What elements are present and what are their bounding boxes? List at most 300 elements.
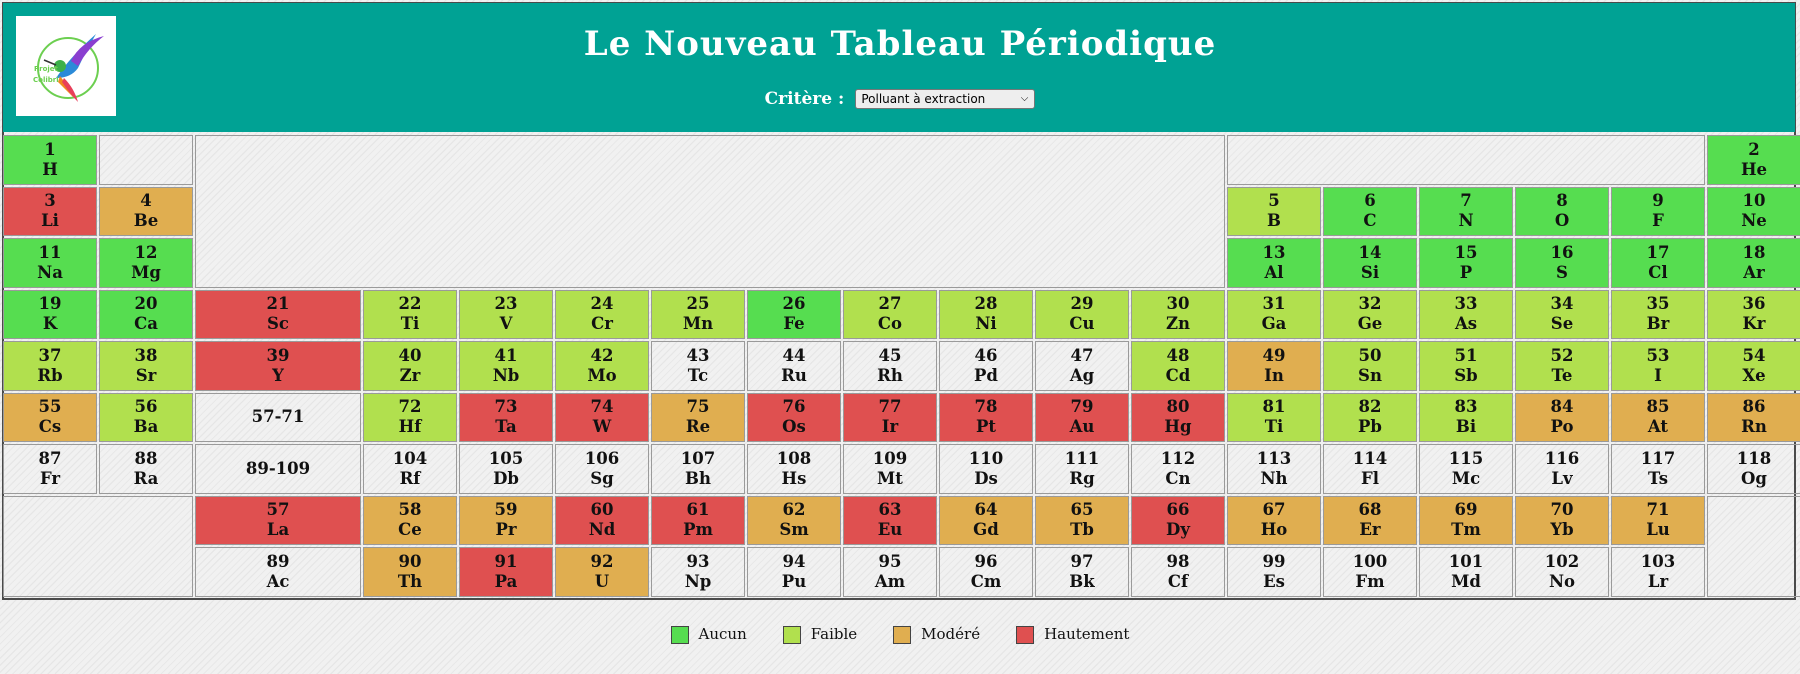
element-number: 106 xyxy=(584,448,620,468)
element-number: 6 xyxy=(1364,191,1376,211)
element-number: 110 xyxy=(968,448,1004,468)
element-symbol: Ir xyxy=(881,417,899,437)
element-symbol: Ts xyxy=(1647,468,1669,488)
element-number: 5 xyxy=(1268,191,1280,211)
element-symbol: Er xyxy=(1359,520,1381,540)
criterion-select[interactable] xyxy=(855,89,1035,109)
element-symbol: Na xyxy=(37,262,63,282)
element-symbol: Li xyxy=(41,211,59,231)
element-symbol: Nd xyxy=(588,520,616,540)
element-symbol: Mt xyxy=(877,468,903,488)
element-number: 75 xyxy=(686,397,710,417)
element-symbol: Nh xyxy=(1260,468,1288,488)
element-symbol: Br xyxy=(1646,314,1670,334)
element-symbol: Cs xyxy=(38,417,62,437)
element-symbol: Bh xyxy=(685,468,711,488)
element-cell[interactable] xyxy=(459,496,553,546)
element-number: 118 xyxy=(1736,448,1772,468)
element-symbol: Y xyxy=(272,365,284,385)
element-cell[interactable] xyxy=(555,290,649,340)
element-symbol: Rf xyxy=(399,468,421,488)
legend-item xyxy=(783,625,857,644)
element-cell[interactable] xyxy=(747,393,841,443)
element-symbol: Hs xyxy=(781,468,807,488)
element-symbol: Md xyxy=(1451,571,1481,591)
element-cell[interactable] xyxy=(1131,393,1225,443)
element-cell[interactable] xyxy=(651,341,745,391)
element-number: 4 xyxy=(140,191,152,211)
element-symbol: Hf xyxy=(398,417,422,437)
element-cell[interactable] xyxy=(1611,444,1705,494)
element-cell[interactable] xyxy=(3,238,97,288)
element-cell[interactable] xyxy=(3,341,97,391)
element-symbol: Sr xyxy=(135,365,157,385)
element-number: 40 xyxy=(398,345,422,365)
chevron-down-icon: ⌵ xyxy=(1020,92,1029,104)
element-cell[interactable] xyxy=(99,187,193,237)
element-cell[interactable] xyxy=(651,290,745,340)
element-number: 108 xyxy=(776,448,812,468)
element-symbol: W xyxy=(592,417,612,437)
element-cell[interactable] xyxy=(1515,290,1609,340)
element-symbol: Zr xyxy=(399,365,421,385)
element-cell[interactable] xyxy=(843,496,937,546)
element-cell[interactable] xyxy=(1323,341,1417,391)
element-cell[interactable] xyxy=(555,496,649,546)
element-cell[interactable] xyxy=(195,547,361,597)
element-cell[interactable] xyxy=(459,547,553,597)
element-cell[interactable] xyxy=(1707,290,1800,340)
element-cell[interactable] xyxy=(939,547,1033,597)
empty-cell xyxy=(99,135,193,185)
element-number: 83 xyxy=(1454,397,1478,417)
element-symbol: Ru xyxy=(781,365,807,385)
element-symbol: Np xyxy=(684,571,712,591)
legend-swatch xyxy=(671,626,689,644)
element-number: 46 xyxy=(974,345,998,365)
element-cell[interactable] xyxy=(459,444,553,494)
element-cell[interactable] xyxy=(939,341,1033,391)
element-number: 90 xyxy=(398,551,422,571)
legend xyxy=(0,624,1800,644)
element-cell[interactable] xyxy=(1419,290,1513,340)
element-cell[interactable] xyxy=(1227,393,1321,443)
element-number: 25 xyxy=(686,294,710,314)
element-cell[interactable] xyxy=(1323,547,1417,597)
element-cell[interactable] xyxy=(555,444,649,494)
element-symbol: O xyxy=(1554,211,1570,231)
element-number: 23 xyxy=(494,294,518,314)
element-cell[interactable] xyxy=(1131,444,1225,494)
element-symbol: Gd xyxy=(973,520,999,540)
element-symbol: Pt xyxy=(975,417,997,437)
element-number: 115 xyxy=(1448,448,1484,468)
element-cell[interactable] xyxy=(99,341,193,391)
element-number: 50 xyxy=(1358,345,1382,365)
element-number: 48 xyxy=(1166,345,1190,365)
element-cell[interactable] xyxy=(1419,238,1513,288)
element-cell[interactable] xyxy=(1323,496,1417,546)
element-cell[interactable] xyxy=(1515,187,1609,237)
element-symbol: Bk xyxy=(1069,571,1095,591)
periodic-table xyxy=(2,134,1798,599)
element-symbol: Mc xyxy=(1451,468,1481,488)
element-cell[interactable] xyxy=(1227,290,1321,340)
element-number: 13 xyxy=(1262,242,1286,262)
element-number: 28 xyxy=(974,294,998,314)
element-symbol: Sb xyxy=(1454,365,1478,385)
element-number: 96 xyxy=(974,551,998,571)
element-cell[interactable] xyxy=(651,444,745,494)
element-cell[interactable] xyxy=(939,496,1033,546)
element-cell[interactable] xyxy=(363,444,457,494)
element-cell[interactable] xyxy=(747,547,841,597)
element-cell[interactable] xyxy=(843,341,937,391)
element-cell[interactable] xyxy=(1419,547,1513,597)
element-cell[interactable] xyxy=(363,496,457,546)
element-cell[interactable] xyxy=(1515,393,1609,443)
element-symbol: Te xyxy=(1551,365,1573,385)
element-number: 80 xyxy=(1166,397,1190,417)
element-symbol: Dy xyxy=(1166,520,1190,540)
element-number: 100 xyxy=(1352,551,1388,571)
element-number: 42 xyxy=(590,345,614,365)
element-cell[interactable] xyxy=(747,496,841,546)
element-number: 43 xyxy=(686,345,710,365)
element-cell[interactable] xyxy=(1131,341,1225,391)
empty-region xyxy=(195,135,1225,288)
element-number: 61 xyxy=(686,500,710,520)
element-symbol: Pa xyxy=(494,571,518,591)
element-symbol: Mo xyxy=(587,365,617,385)
element-cell[interactable] xyxy=(939,444,1033,494)
element-cell[interactable] xyxy=(1035,341,1129,391)
element-cell[interactable] xyxy=(1707,238,1800,288)
element-cell[interactable] xyxy=(1707,393,1800,443)
element-cell[interactable] xyxy=(1227,547,1321,597)
element-number: 86 xyxy=(1742,397,1766,417)
element-cell[interactable] xyxy=(1131,496,1225,546)
element-number: 35 xyxy=(1646,294,1670,314)
element-cell[interactable] xyxy=(1227,187,1321,237)
element-symbol: Fl xyxy=(1361,468,1379,488)
element-symbol: Es xyxy=(1263,571,1285,591)
element-symbol: Re xyxy=(685,417,711,437)
element-number: 57-71 xyxy=(251,407,305,427)
element-number: 53 xyxy=(1646,345,1670,365)
element-cell[interactable] xyxy=(3,135,97,185)
element-cell[interactable] xyxy=(363,547,457,597)
element-cell[interactable] xyxy=(1611,187,1705,237)
element-cell[interactable] xyxy=(1707,444,1800,494)
element-number: 26 xyxy=(782,294,806,314)
element-symbol: S xyxy=(1556,262,1568,282)
element-cell[interactable] xyxy=(1707,135,1800,185)
element-number: 84 xyxy=(1550,397,1574,417)
legend-label: Hautement xyxy=(1044,624,1130,643)
element-cell[interactable] xyxy=(1227,341,1321,391)
element-cell[interactable] xyxy=(1611,238,1705,288)
element-cell[interactable] xyxy=(843,547,937,597)
element-symbol: Os xyxy=(782,417,806,437)
element-symbol: Hg xyxy=(1164,417,1192,437)
element-cell[interactable] xyxy=(459,290,553,340)
element-cell[interactable] xyxy=(1227,496,1321,546)
element-number: 95 xyxy=(878,551,902,571)
element-symbol: Ag xyxy=(1069,365,1095,385)
element-symbol: Lu xyxy=(1646,520,1670,540)
element-cell[interactable] xyxy=(1419,496,1513,546)
element-cell[interactable] xyxy=(1419,444,1513,494)
element-symbol: As xyxy=(1454,314,1478,334)
element-number: 39 xyxy=(266,345,290,365)
legend-item xyxy=(893,625,980,644)
element-symbol: Cd xyxy=(1165,365,1191,385)
element-cell[interactable] xyxy=(1035,496,1129,546)
element-symbol: K xyxy=(42,314,58,334)
element-symbol: Ce xyxy=(398,520,422,540)
element-number: 104 xyxy=(392,448,428,468)
element-cell[interactable] xyxy=(555,341,649,391)
element-cell[interactable] xyxy=(459,341,553,391)
element-number: 89 xyxy=(266,551,290,571)
element-number: 107 xyxy=(680,448,716,468)
element-cell[interactable] xyxy=(195,341,361,391)
element-symbol: Tb xyxy=(1070,520,1094,540)
element-number: 21 xyxy=(266,294,290,314)
element-cell[interactable] xyxy=(1515,496,1609,546)
element-number: 113 xyxy=(1256,448,1292,468)
element-cell[interactable] xyxy=(1611,547,1705,597)
element-cell[interactable] xyxy=(1227,238,1321,288)
element-symbol: Rb xyxy=(37,365,63,385)
element-number: 9 xyxy=(1652,191,1664,211)
element-number: 20 xyxy=(134,294,158,314)
element-cell[interactable] xyxy=(1515,341,1609,391)
empty-region xyxy=(3,496,193,597)
element-symbol: Sg xyxy=(590,468,614,488)
element-number: 11 xyxy=(38,242,62,262)
element-cell[interactable] xyxy=(99,290,193,340)
element-cell[interactable] xyxy=(1131,290,1225,340)
element-cell[interactable] xyxy=(747,341,841,391)
element-symbol: Ge xyxy=(1357,314,1383,334)
element-number: 18 xyxy=(1742,242,1766,262)
element-symbol: Rh xyxy=(877,365,903,385)
element-cell[interactable] xyxy=(3,187,97,237)
element-symbol: Eu xyxy=(877,520,903,540)
element-symbol: Ti xyxy=(1264,417,1284,437)
element-symbol: Am xyxy=(874,571,906,591)
element-cell[interactable] xyxy=(939,393,1033,443)
element-number: 73 xyxy=(494,397,518,417)
element-cell[interactable] xyxy=(3,290,97,340)
element-cell[interactable] xyxy=(1035,393,1129,443)
element-number: 87 xyxy=(38,448,62,468)
element-symbol: Ba xyxy=(133,417,159,437)
element-symbol: Bi xyxy=(1455,417,1477,437)
element-number: 22 xyxy=(398,294,422,314)
element-symbol: No xyxy=(1548,571,1576,591)
element-cell[interactable] xyxy=(1323,290,1417,340)
element-cell[interactable] xyxy=(195,393,361,443)
element-cell[interactable] xyxy=(1611,496,1705,546)
element-number: 36 xyxy=(1742,294,1766,314)
element-symbol: Th xyxy=(397,571,423,591)
element-number: 77 xyxy=(878,397,902,417)
element-cell[interactable] xyxy=(843,290,937,340)
element-symbol: Co xyxy=(877,314,903,334)
element-cell[interactable] xyxy=(195,290,361,340)
criterion-row xyxy=(0,88,1800,109)
element-number: 32 xyxy=(1358,294,1382,314)
element-symbol: F xyxy=(1652,211,1664,231)
element-cell[interactable] xyxy=(1035,547,1129,597)
element-cell[interactable] xyxy=(843,444,937,494)
element-number: 114 xyxy=(1352,448,1388,468)
element-number: 93 xyxy=(686,551,710,571)
element-cell[interactable] xyxy=(651,547,745,597)
element-number: 47 xyxy=(1070,345,1094,365)
element-cell[interactable] xyxy=(1611,290,1705,340)
element-number: 82 xyxy=(1358,397,1382,417)
element-number: 78 xyxy=(974,397,998,417)
element-number: 111 xyxy=(1064,448,1100,468)
element-cell[interactable] xyxy=(651,393,745,443)
element-symbol: Mg xyxy=(131,262,161,282)
element-cell[interactable] xyxy=(99,393,193,443)
element-symbol: Pd xyxy=(974,365,998,385)
element-cell[interactable] xyxy=(3,444,97,494)
element-number: 62 xyxy=(782,500,806,520)
element-cell[interactable] xyxy=(747,444,841,494)
element-number: 49 xyxy=(1262,345,1286,365)
element-number: 55 xyxy=(38,397,62,417)
element-cell[interactable] xyxy=(1515,547,1609,597)
element-number: 74 xyxy=(590,397,614,417)
element-cell[interactable] xyxy=(1419,341,1513,391)
element-cell[interactable] xyxy=(363,290,457,340)
element-number: 103 xyxy=(1640,551,1676,571)
element-cell[interactable] xyxy=(99,444,193,494)
element-symbol: Ar xyxy=(1743,262,1765,282)
element-symbol: Fm xyxy=(1355,571,1385,591)
element-number: 89-109 xyxy=(245,458,311,478)
element-cell[interactable] xyxy=(651,496,745,546)
element-cell[interactable] xyxy=(195,444,361,494)
legend-item xyxy=(671,625,747,644)
element-cell[interactable] xyxy=(99,238,193,288)
element-number: 64 xyxy=(974,500,998,520)
element-cell[interactable] xyxy=(843,393,937,443)
element-number: 45 xyxy=(878,345,902,365)
element-symbol: N xyxy=(1458,211,1474,231)
element-cell[interactable] xyxy=(939,290,1033,340)
element-number: 27 xyxy=(878,294,902,314)
element-cell[interactable] xyxy=(1515,444,1609,494)
element-number: 54 xyxy=(1742,345,1766,365)
element-number: 92 xyxy=(590,551,614,571)
element-cell[interactable] xyxy=(1707,187,1800,237)
element-cell[interactable] xyxy=(459,393,553,443)
element-cell[interactable] xyxy=(1419,187,1513,237)
element-number: 91 xyxy=(494,551,518,571)
criterion-selected-value: Polluant à extraction xyxy=(861,91,986,106)
element-number: 58 xyxy=(398,500,422,520)
element-cell[interactable] xyxy=(363,341,457,391)
element-cell[interactable] xyxy=(1323,238,1417,288)
element-symbol: Sm xyxy=(779,520,809,540)
element-cell[interactable] xyxy=(1323,444,1417,494)
element-cell[interactable] xyxy=(1419,393,1513,443)
element-cell[interactable] xyxy=(1611,393,1705,443)
element-symbol: Ac xyxy=(266,571,290,591)
element-number: 37 xyxy=(38,345,62,365)
element-number: 109 xyxy=(872,448,908,468)
element-cell[interactable] xyxy=(747,290,841,340)
element-cell[interactable] xyxy=(1035,290,1129,340)
element-symbol: Pr xyxy=(495,520,517,540)
element-number: 85 xyxy=(1646,397,1670,417)
element-number: 102 xyxy=(1544,551,1580,571)
element-number: 12 xyxy=(134,242,158,262)
element-cell[interactable] xyxy=(1323,393,1417,443)
element-number: 65 xyxy=(1070,500,1094,520)
element-cell[interactable] xyxy=(1323,187,1417,237)
element-number: 1 xyxy=(44,139,56,159)
element-symbol: Pu xyxy=(781,571,807,591)
element-cell[interactable] xyxy=(1707,341,1800,391)
element-number: 116 xyxy=(1544,448,1580,468)
element-symbol: Cf xyxy=(1167,571,1189,591)
element-symbol: Kr xyxy=(1742,314,1766,334)
element-number: 67 xyxy=(1262,500,1286,520)
element-number: 2 xyxy=(1748,139,1760,159)
element-symbol: Fr xyxy=(39,468,61,488)
element-cell[interactable] xyxy=(1611,341,1705,391)
element-symbol: C xyxy=(1363,211,1377,231)
element-cell[interactable] xyxy=(363,393,457,443)
element-number: 31 xyxy=(1262,294,1286,314)
element-cell[interactable] xyxy=(1515,238,1609,288)
element-symbol: Al xyxy=(1264,262,1284,282)
element-cell[interactable] xyxy=(195,496,361,546)
element-symbol: V xyxy=(499,314,513,334)
element-number: 7 xyxy=(1460,191,1472,211)
element-symbol: Sn xyxy=(1358,365,1382,385)
element-number: 70 xyxy=(1550,500,1574,520)
element-symbol: Lr xyxy=(1647,571,1669,591)
legend-label: Modéré xyxy=(921,624,981,643)
element-number: 81 xyxy=(1262,397,1286,417)
element-cell[interactable] xyxy=(555,393,649,443)
element-cell[interactable] xyxy=(1227,444,1321,494)
element-number: 97 xyxy=(1070,551,1094,571)
element-number: 29 xyxy=(1070,294,1094,314)
logo-text-colibri: Colibri xyxy=(33,76,59,84)
element-symbol: Ho xyxy=(1260,520,1288,540)
element-symbol: Cu xyxy=(1069,314,1095,334)
element-cell[interactable] xyxy=(1131,547,1225,597)
element-number: 33 xyxy=(1454,294,1478,314)
element-cell[interactable] xyxy=(555,547,649,597)
logo-text-projet: Projet xyxy=(34,65,58,73)
element-symbol: Zn xyxy=(1165,314,1191,334)
element-number: 69 xyxy=(1454,500,1478,520)
element-cell[interactable] xyxy=(1035,444,1129,494)
element-symbol: B xyxy=(1267,211,1281,231)
element-cell[interactable] xyxy=(3,393,97,443)
